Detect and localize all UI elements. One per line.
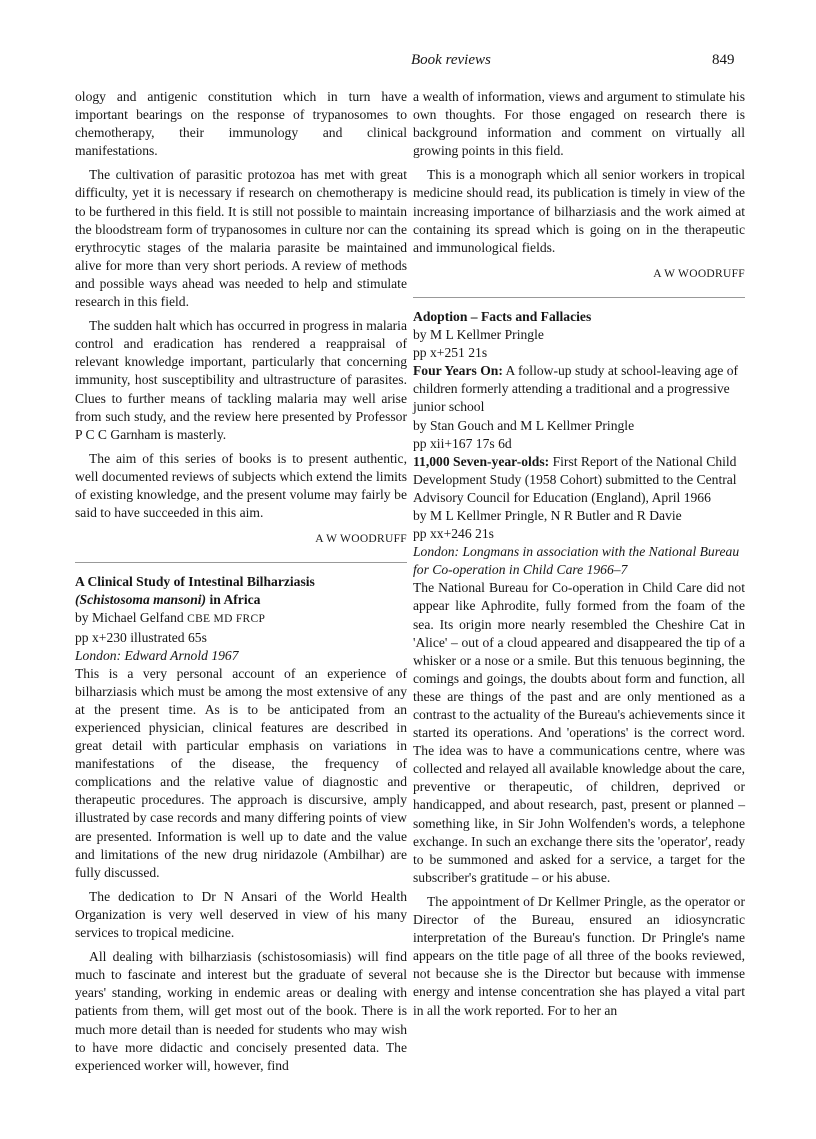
book-entry xyxy=(413,362,745,416)
book-entry xyxy=(413,453,745,507)
book-title: Adoption – Facts and Fallacies xyxy=(413,308,592,324)
book-publisher: London: Longmans in association with the National Bureau for Co-operation in Child Care 1966–7 xyxy=(413,544,740,578)
book-pages-price: pp x+251 21s xyxy=(413,345,488,361)
book-pages-price: pp xx+246 21s xyxy=(413,526,494,542)
right-column xyxy=(413,88,745,1020)
book-subtitle: A follow-up study at school-leaving age of children formerly attending a traditional and a progressive junior school xyxy=(413,363,739,415)
book-publisher: London: Edward Arnold 1967 xyxy=(75,647,239,663)
book-pages-price: pp xii+167 17s 6d xyxy=(413,435,512,451)
reviewer-signature: A W WOODRUFF xyxy=(653,267,745,280)
book-pages-price: pp x+230 illustrated 65s xyxy=(75,629,207,645)
paragraph: All dealing with bilharziasis (schistosomiasis) will find much to fascinate and interest but the graduate of several years' standing, working in endemic areas or dealing with patients from them, will get most out of the book. There is much more detail than is needed for students who may wish to have more didactic and concisely presented data. The experienced worker will, however, find xyxy=(75,949,407,1073)
paragraph: a wealth of information, views and argument to stimulate his own thoughts. For those engaged on research there is background information and comment on virtually all growing points in this field. xyxy=(413,89,745,159)
paragraph: The dedication to Dr N Ansari of the World Health Organization is very well deserved in view of his many services to tropical medicine. xyxy=(75,888,407,941)
divider xyxy=(413,297,745,298)
author-degrees: CBE MD FRCP xyxy=(187,613,266,626)
book-title: A Clinical Study of Intestinal Bilharziasis (Schistosoma mansoni) in Africa xyxy=(75,574,315,608)
paragraph: The cultivation of parasitic protozoa has met with great difficulty, yet it is necessary if research on chemotherapy is to be furthered in this field. It is still not possible to maintain the bloodstream form of trypanosomes in culture nor can the erythrocytic stages of the malaria parasite be maintained alive for more than very short periods. A review of methods and possible ways ahead was needed to help and stimulate research in this field. xyxy=(75,167,407,310)
divider xyxy=(75,562,407,563)
paragraph: This is a very personal account of an experience of bilharziasis which must be among the most extensive of any at the present time. As is to be anticipated from an experienced physician, clinical features are described in great detail with particular emphasis on variations in manifestations of the disease, the frequency of complications and the relative value of diagnostic and therapeutic procedures. The approach is discursive, amply illustrated by case records and many differing points of view are presented. Information is well up to date and the value and limitations of the new drug niridazole (Ambilhar) are fully discussed. xyxy=(75,665,407,880)
book-author: by M L Kellmer Pringle xyxy=(413,327,544,343)
book-title-italic: (Schistosoma mansoni) xyxy=(75,592,207,608)
paragraph: The aim of this series of books is to present authentic, well documented reviews of subjects which extend the limits of existing knowledge, and the present volume may fairly be said to have succeeded in this aim. xyxy=(75,450,407,521)
book-subtitle: First Report of the National Child Development Study (1958 Cohort) submitted to the Central Advisory Council for Education (England), April 1966 xyxy=(413,453,737,505)
running-head: Book reviews xyxy=(411,52,491,68)
paragraph: The appointment of Dr Kellmer Pringle, as the operator or Director of the Bureau, ensured an idiosyncratic interpretation of the Bureau's function. Dr Pringle's name appears on the title page of all three of the books reviewed, not because she is the Director but because with immense energy and intense concentration she has played a vital part in all the work reported. For to her an xyxy=(413,893,745,1018)
paragraph: ology and antigenic constitution which in turn have important bearings on the response of trypanosomes to chemotherapy, their immunology and clinical manifestations. xyxy=(75,89,407,159)
paragraph: The National Bureau for Co-operation in Child Care did not appear like Aphrodite, fully formed from the foam of the sea. Its origin more nearly resembled the Cheshire Cat in 'Alice' – out of a cloud appeared and disappeared the tip of a whisker or a nose or a smile. But this tenuous beginning, the comings and goings, the doubts about form and function, all these are things of the past and are only mentioned as a contrast to the actuality of the Bureau's achievements since it started its operations. And 'operations' is the correct word. The idea was to have a communications centre, where was collected and relayed all available knowledge about the care, preventive or therapeutic, of children, deprived or handicapped, and about research, past, present or planned – something like, in Sir John Wolfenden's words, a telephone exchange. In such an exchange there sits the 'operator', ready to be summoned and asked for a service, a target for the subscriber's gratitude – or his abuse. xyxy=(413,580,745,885)
book-title: Four Years On: xyxy=(413,363,503,379)
book-title: 11,000 Seven-year-olds: xyxy=(413,453,550,469)
book-author: by Michael Gelfand CBE MD FRCP xyxy=(75,610,266,626)
book-author: by Stan Gouch and M L Kellmer Pringle xyxy=(413,417,635,433)
page-number: 849 xyxy=(712,52,735,68)
book-author: by M L Kellmer Pringle, N R Butler and R Davie xyxy=(413,507,682,523)
reviewer-signature: A W WOODRUFF xyxy=(315,533,407,546)
left-column xyxy=(75,88,407,1075)
paragraph: This is a monograph which all senior workers in tropical medicine should read, its publication is timely in view of the increasing importance of bilharziasis and the work aimed at containing its spread which is going on in the therapeutic and immunological fields. xyxy=(413,167,745,255)
paragraph: The sudden halt which has occurred in progress in malaria control and eradication has rendered a reappraisal of relevant knowledge important, particularly that concerning immunity, host susceptibility and ultrastructure of parasites. Clues to further means of tackling malaria may well arise from such study, and the review here presented by Professor P C C Garnham is masterly. xyxy=(75,318,407,442)
